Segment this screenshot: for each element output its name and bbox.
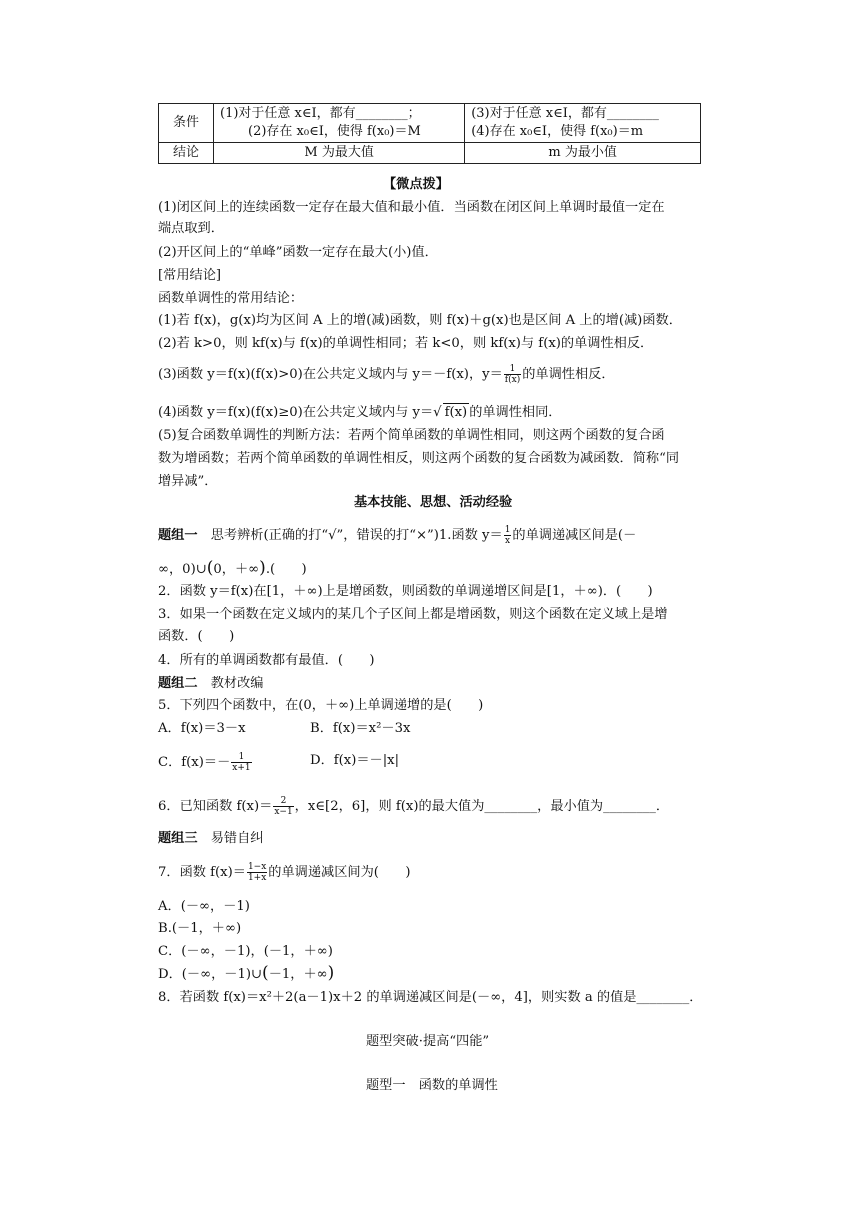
group-3-question-8: 8．若函数 f(x)＝x²＋2(a－1)x＋2 的单调递减区间是(－∞，4]，则实数 a 的值是________．	[158, 990, 703, 1005]
conclusion-3	[158, 364, 615, 385]
min-condition-1: (3)对于任意 x∈I，都有________	[471, 106, 659, 121]
fraction	[247, 862, 267, 883]
row-label: 条件	[159, 104, 214, 143]
min-condition-2: (4)存在 x₀∈I，使得 f(x₀)＝m	[471, 124, 644, 139]
conclusion-5-cont2: 增异减”．	[158, 474, 218, 489]
question-text: ∞，0)∪	[158, 562, 207, 577]
group-2-question-6	[158, 796, 669, 817]
numerator: 1	[504, 364, 521, 375]
conclusion-4	[158, 403, 562, 422]
q5-option-c	[158, 752, 253, 773]
conclusion-5: (5)复合函数单调性的判断方法：若两个简单函数的单调性相同，则这两个函数的复合函	[158, 428, 665, 443]
q7-option-a: A．(－∞，－1)	[158, 899, 250, 914]
numerator: 2	[273, 796, 293, 807]
left-paren: (	[262, 963, 269, 983]
group-2-title: 教材改编	[197, 676, 264, 691]
q5-option-a: A．f(x)＝3－x	[158, 721, 246, 736]
question-text-tail: 的单调递减区间为( )	[268, 865, 411, 880]
q7-option-c: C．(－∞，－1)，(－1，＋∞)	[158, 944, 333, 959]
fraction	[273, 796, 293, 817]
denominator: f(x)	[504, 375, 521, 385]
tip-paragraph-1-cont: 端点取到．	[158, 221, 224, 236]
group-1-question-1	[158, 525, 636, 546]
denominator: x+1	[232, 763, 251, 773]
numerator: 1	[504, 525, 511, 535]
group-1-question-4: 4．所有的单调函数都有最值．( )	[158, 653, 375, 668]
question-text: 7．函数 f(x)＝	[158, 865, 246, 880]
tip-heading: 【微点拨】	[383, 177, 449, 192]
answer-blank: .( )	[265, 562, 307, 577]
group-1-label: 题组一	[158, 528, 198, 543]
q5-option-d: D．f(x)＝－|x|	[310, 753, 400, 768]
question-text: 思考辨析(正确的打“√”，错误的打“×”)1.函数 y＝	[197, 528, 503, 543]
group-3-label: 题组三	[158, 831, 198, 846]
group-2-heading	[158, 675, 264, 693]
question-text: 6．已知函数 f(x)＝	[158, 799, 273, 814]
interval: －1，＋∞	[268, 967, 328, 982]
sqrt-radicand: f(x)	[444, 405, 468, 420]
table-row	[159, 104, 701, 143]
group-3-heading	[158, 830, 264, 848]
max-min-table	[158, 103, 701, 164]
conclusion-5-cont: 数为增函数；若两个简单函数的单调性相反，则这两个函数的复合函数为减函数．简称“同	[158, 451, 680, 466]
group-1-question-3-cont: 函数．( )	[158, 629, 235, 644]
question-text-tail: ，x∈[2，6]，则 f(x)的最大值为________，最小值为________．	[294, 799, 670, 814]
group-3-question-7	[158, 862, 410, 883]
group-1-question-1-cont	[158, 558, 307, 579]
denominator: x−1	[274, 807, 293, 817]
conclusion-3-text: (3)函数 y＝f(x)(f(x)>0)在公共定义域内与 y＝－f(x)，y＝	[158, 367, 503, 382]
row-label: 结论	[159, 143, 214, 164]
interval: 0，＋∞	[213, 562, 260, 577]
fraction	[504, 525, 512, 546]
conclusion-1: (1)若 f(x)，g(x)均为区间 A 上的增(减)函数，则 f(x)＋g(x)也是区间 A 上的增(减)函数．	[158, 313, 682, 328]
conclusion-4-text: (4)函数 y＝f(x)(f(x)≥0)在公共定义域内与 y＝	[158, 405, 434, 420]
question-text-tail: 的单调递减区间是(－	[512, 528, 637, 543]
q7-option-d	[158, 963, 335, 984]
section-heading: 题型突破·提高“四能”	[366, 1034, 490, 1049]
denominator: 1+x	[247, 873, 267, 883]
min-conclusion: m 为最小值	[465, 143, 701, 164]
subsection-heading: 题型一 函数的单调性	[366, 1078, 498, 1093]
tip-paragraph-1: (1)闭区间上的连续函数一定存在最大值和最小值．当函数在闭区间上单调时最值一定在	[158, 200, 665, 215]
numerator: 1	[231, 752, 251, 763]
group-2-question-5: 5．下列四个函数中，在(0，＋∞)上单调递增的是( )	[158, 698, 484, 713]
right-paren: )	[327, 963, 335, 983]
group-2-label: 题组二	[158, 676, 198, 691]
group-3-title: 易错自纠	[197, 831, 264, 846]
right-paren: )	[259, 558, 266, 578]
option-text: D．(－∞，－1)∪	[158, 967, 263, 982]
sqrt-symbol: √	[433, 405, 442, 420]
conclusion-2: (2)若 k>0，则 kf(x)与 f(x)的单调性相同；若 k<0，则 kf(x)与 f(x)的单调性相反．	[158, 336, 654, 351]
denominator: x	[505, 536, 511, 546]
min-condition-cell	[465, 104, 701, 143]
max-condition-cell	[214, 104, 465, 143]
max-condition-2: (2)存在 x₀∈I，使得 f(x₀)＝M	[248, 124, 421, 139]
conclusion-3-tail: 的单调性相反．	[522, 367, 615, 382]
max-condition-1: (1)对于任意 x∈I，都有________；	[220, 106, 421, 121]
group-1-question-3: 3．如果一个函数在定义域内的某几个子区间上都是增函数，则这个函数在定义域上是增	[158, 607, 668, 622]
numerator: 1−x	[247, 862, 267, 872]
tip-paragraph-2: (2)开区间上的“单峰”函数一定存在最大(小)值．	[158, 245, 438, 260]
fraction	[231, 752, 251, 773]
max-conclusion: M 为最大值	[214, 143, 465, 164]
skills-heading: 基本技能、思想、活动经验	[354, 495, 513, 510]
option-text: C．f(x)＝－	[158, 755, 231, 770]
group-1-question-2: 2．函数 y＝f(x)在[1，＋∞)上是增函数，则函数的单调递增区间是[1，＋∞)．( )	[158, 584, 653, 599]
left-paren: (	[206, 558, 214, 578]
fraction	[504, 364, 521, 385]
q7-option-b: B.(－1，＋∞)	[158, 921, 242, 936]
conclusions-heading: [常用结论]	[158, 268, 222, 283]
q5-option-b: B．f(x)＝x²－3x	[310, 721, 411, 736]
table-row	[159, 143, 701, 164]
conclusions-intro: 函数单调性的常用结论：	[158, 291, 304, 306]
conclusion-4-tail: 的单调性相同．	[469, 405, 562, 420]
